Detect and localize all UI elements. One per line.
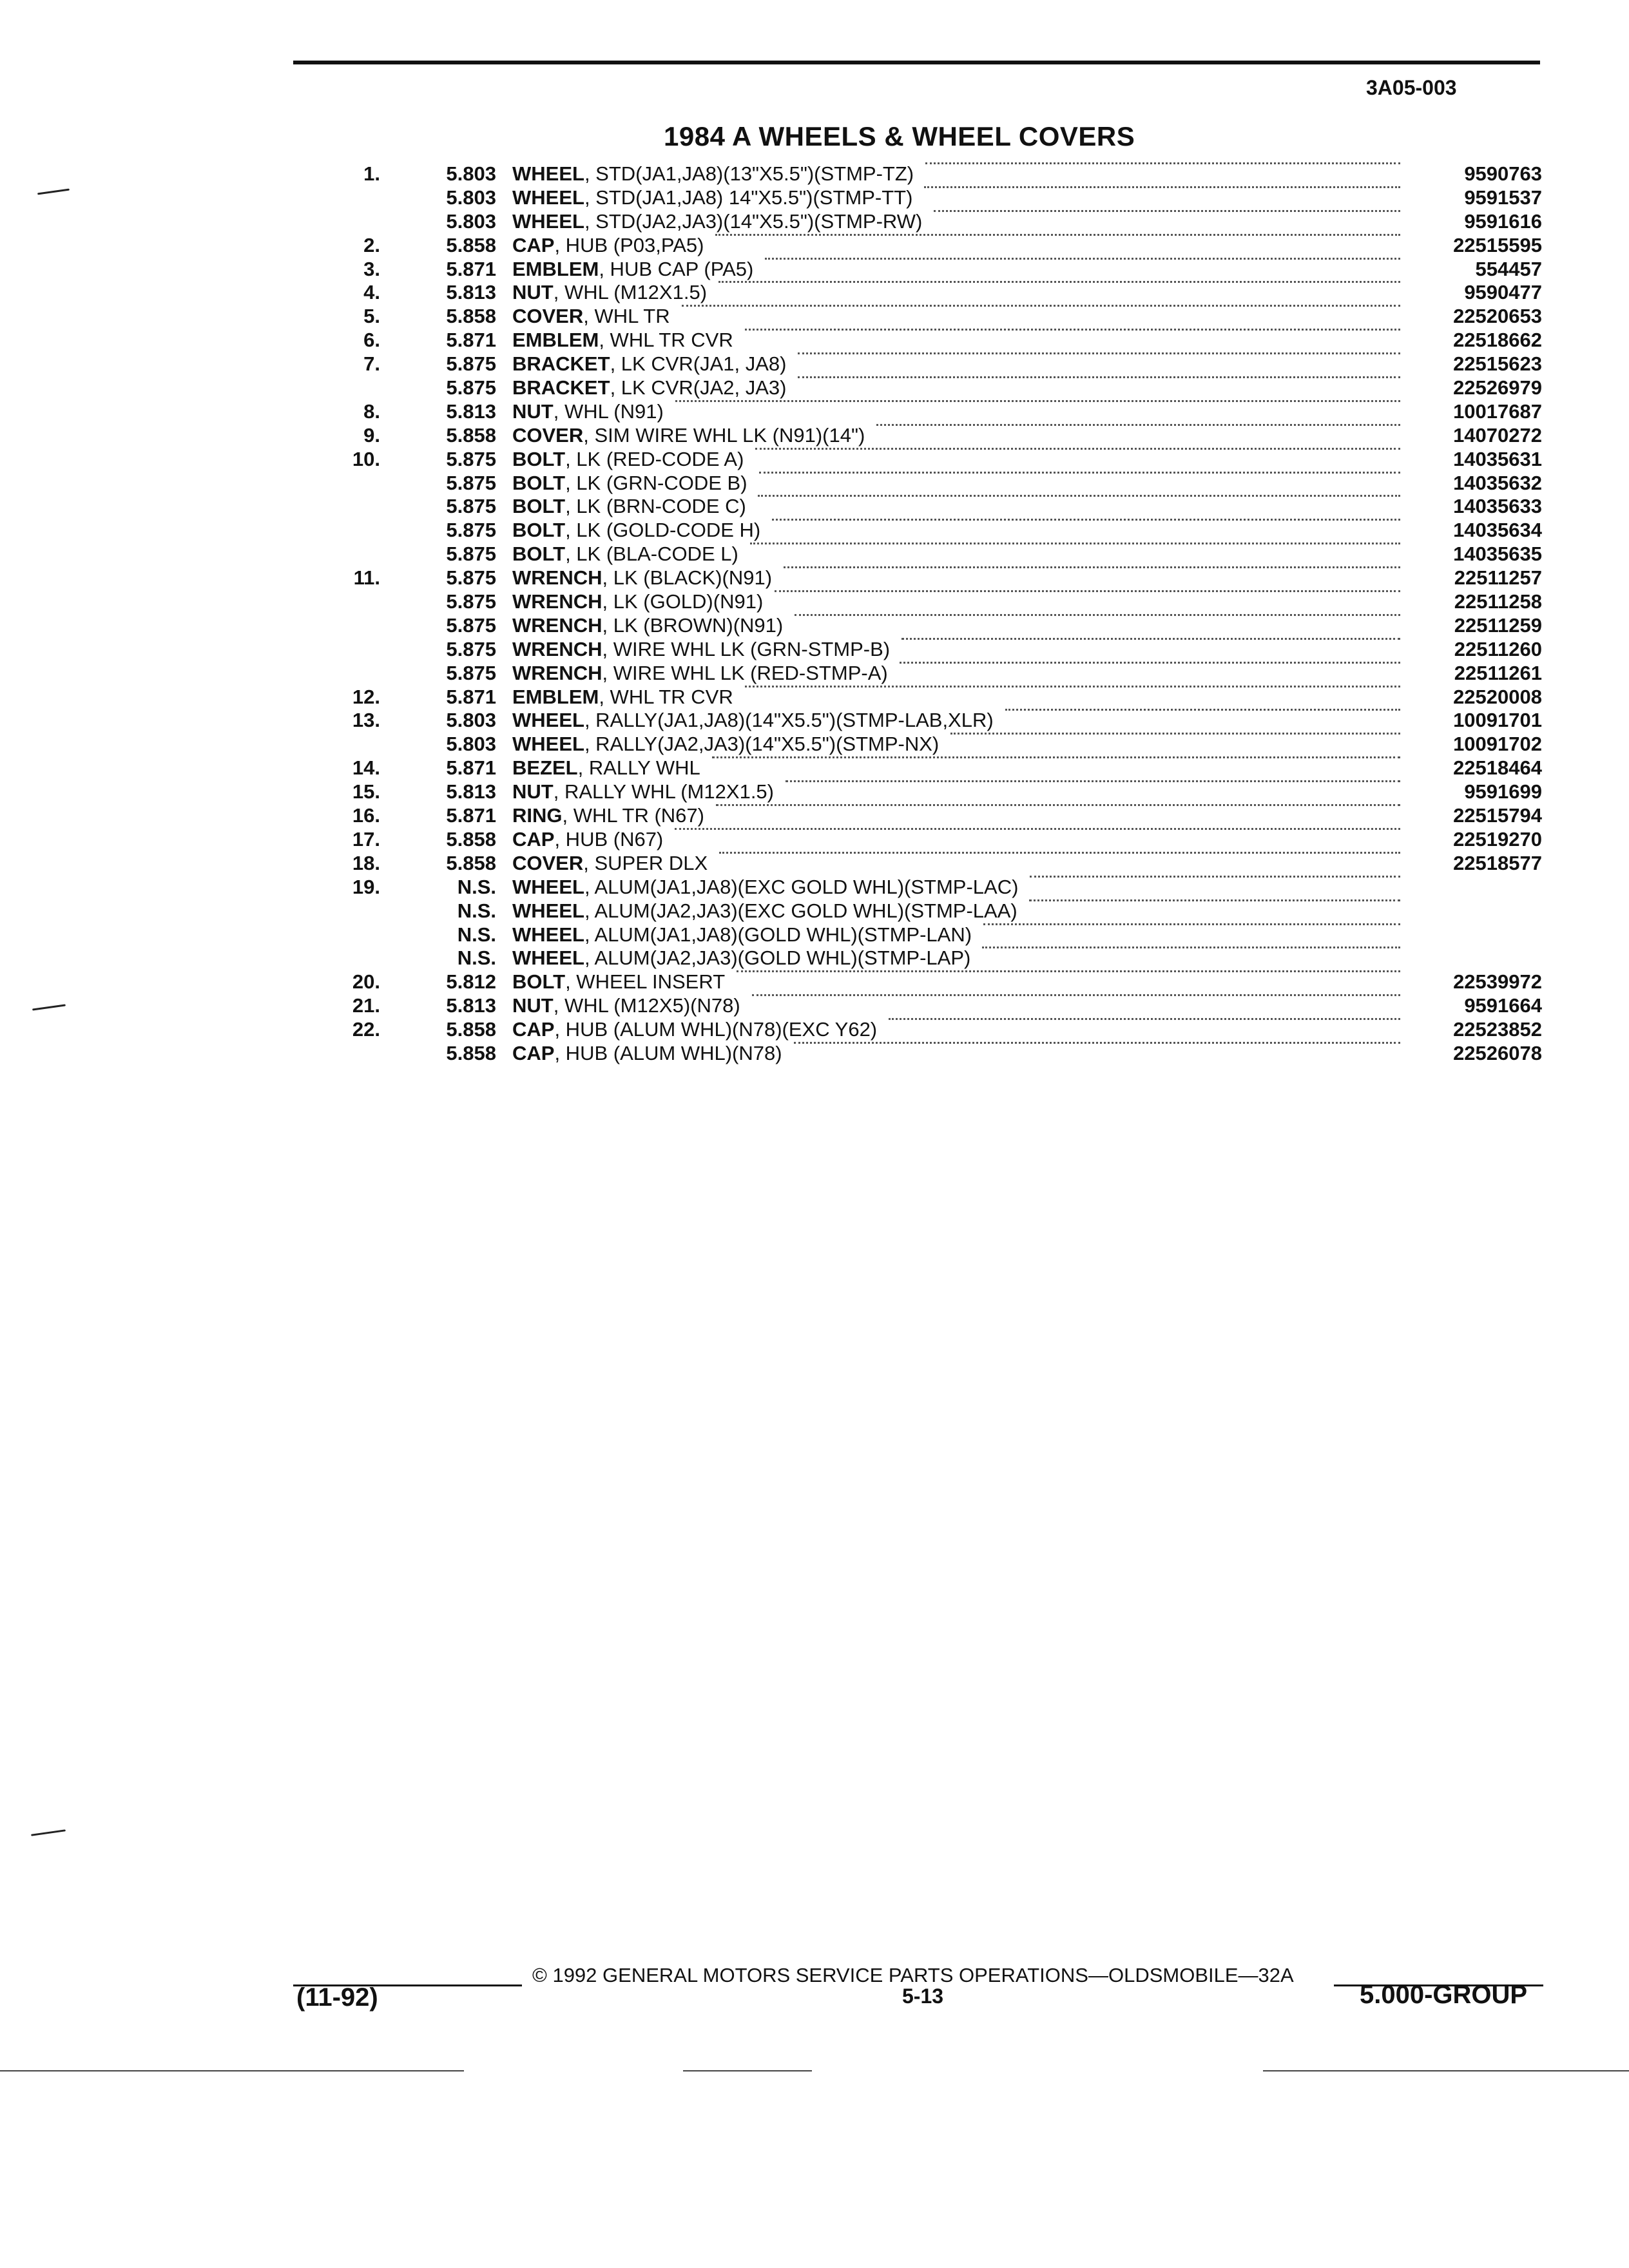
part-name: WRENCH bbox=[512, 566, 602, 590]
part-name: CAP bbox=[512, 827, 555, 850]
part-number: 22515623 bbox=[1453, 352, 1542, 376]
part-description bbox=[512, 234, 704, 258]
item-number: 16. bbox=[352, 804, 380, 827]
part-description bbox=[512, 352, 786, 376]
list-item bbox=[0, 210, 1629, 234]
footer-page-number: 5-13 bbox=[902, 1984, 944, 2008]
dot-leader bbox=[786, 780, 1400, 782]
group-number: 5.875 bbox=[446, 566, 496, 590]
dot-leader bbox=[719, 852, 1400, 854]
item-number: 20. bbox=[352, 970, 380, 994]
list-item bbox=[0, 162, 1629, 186]
part-detail: , WHL (N91) bbox=[553, 399, 664, 423]
dot-leader bbox=[934, 210, 1400, 212]
list-item bbox=[0, 376, 1629, 400]
group-number: 5.858 bbox=[446, 233, 496, 256]
list-item bbox=[0, 804, 1629, 828]
part-description bbox=[512, 495, 746, 519]
list-item bbox=[0, 923, 1629, 947]
part-number: 22515595 bbox=[1453, 233, 1542, 256]
part-name: WHEEL bbox=[512, 733, 584, 756]
dot-leader bbox=[925, 162, 1400, 164]
group-number: 5.875 bbox=[446, 376, 496, 399]
list-item bbox=[0, 970, 1629, 994]
item-number: 7. bbox=[363, 352, 380, 376]
part-name: EMBLEM bbox=[512, 685, 599, 708]
part-detail: , HUB CAP (PA5) bbox=[599, 257, 754, 280]
item-number: 4. bbox=[363, 281, 380, 304]
part-description bbox=[512, 709, 994, 733]
part-detail: , WHL (M12X1.5) bbox=[553, 281, 708, 304]
part-description bbox=[512, 994, 740, 1018]
part-description bbox=[512, 923, 972, 947]
part-name: EMBLEM bbox=[512, 329, 599, 352]
list-item bbox=[0, 756, 1629, 780]
footer-copyright: © 1992 GENERAL MOTORS SERVICE PARTS OPERATIONS—OLDSMOBILE—32A bbox=[532, 1964, 1294, 1986]
part-name: COVER bbox=[512, 305, 584, 328]
dot-leader bbox=[982, 947, 1400, 948]
part-name: WRENCH bbox=[512, 661, 602, 684]
list-item bbox=[0, 448, 1629, 472]
part-name: WHEEL bbox=[512, 899, 584, 922]
dot-leader bbox=[901, 638, 1400, 640]
group-number: 5.875 bbox=[446, 519, 496, 542]
part-name: COVER bbox=[512, 423, 584, 447]
margin-scan-mark bbox=[31, 1829, 66, 1836]
part-number: 9590763 bbox=[1464, 162, 1542, 185]
group-number: 5.803 bbox=[446, 733, 496, 756]
part-number: 22518577 bbox=[1453, 851, 1542, 874]
part-description bbox=[512, 756, 700, 780]
part-name: BRACKET bbox=[512, 376, 610, 399]
group-number: 5.875 bbox=[446, 352, 496, 376]
group-number: 5.813 bbox=[446, 994, 496, 1017]
dot-leader bbox=[759, 472, 1400, 474]
part-detail: , LK (RED-CODE A) bbox=[565, 447, 744, 470]
item-number: 22. bbox=[352, 1018, 380, 1041]
group-number: 5.871 bbox=[446, 329, 496, 352]
part-number: 22511261 bbox=[1454, 661, 1542, 684]
list-item bbox=[0, 329, 1629, 352]
part-number: 22520653 bbox=[1453, 305, 1542, 328]
dot-leader bbox=[1029, 899, 1400, 901]
list-item bbox=[0, 566, 1629, 590]
group-number: N.S. bbox=[457, 875, 496, 898]
part-detail: , LK (GOLD-CODE H) bbox=[565, 519, 761, 542]
group-number: 5.875 bbox=[446, 613, 496, 637]
part-description bbox=[512, 162, 914, 186]
part-name: WRENCH bbox=[512, 590, 602, 613]
dot-leader bbox=[716, 804, 1400, 806]
part-detail: , RALLY(JA2,JA3)(14"X5.5")(STMP-NX) bbox=[584, 733, 940, 756]
part-description bbox=[512, 662, 888, 686]
part-number: 22515794 bbox=[1453, 804, 1542, 827]
part-name: NUT bbox=[512, 281, 554, 304]
part-name: WHEEL bbox=[512, 875, 584, 898]
dot-leader bbox=[798, 376, 1400, 378]
dot-leader bbox=[950, 733, 1400, 735]
dot-leader bbox=[876, 424, 1400, 426]
list-item bbox=[0, 876, 1629, 899]
part-number: 9591537 bbox=[1464, 186, 1542, 209]
list-item bbox=[0, 1018, 1629, 1042]
part-name: WHEEL bbox=[512, 923, 584, 946]
item-number: 14. bbox=[352, 756, 380, 780]
dot-leader bbox=[682, 305, 1400, 307]
part-name: WHEEL bbox=[512, 947, 584, 970]
part-description bbox=[512, 210, 922, 234]
part-name: BOLT bbox=[512, 543, 566, 566]
part-description bbox=[512, 876, 1018, 899]
dot-leader bbox=[745, 329, 1400, 331]
part-number: 14035631 bbox=[1453, 447, 1542, 470]
dot-leader bbox=[1005, 709, 1400, 711]
list-item bbox=[0, 495, 1629, 519]
part-description bbox=[512, 400, 664, 424]
item-number: 2. bbox=[363, 233, 380, 256]
dot-leader bbox=[1030, 876, 1400, 878]
part-detail: , LK (GOLD)(N91) bbox=[602, 590, 764, 613]
part-number: 10017687 bbox=[1453, 399, 1542, 423]
part-description bbox=[512, 733, 939, 756]
group-number: 5.875 bbox=[446, 471, 496, 494]
part-description bbox=[512, 947, 970, 970]
part-detail: , HUB (P03,PA5) bbox=[554, 233, 704, 256]
part-number: 22511260 bbox=[1454, 637, 1542, 660]
part-description bbox=[512, 281, 707, 305]
part-number: 9590477 bbox=[1464, 281, 1542, 304]
part-name: WHEEL bbox=[512, 186, 584, 209]
item-number: 13. bbox=[352, 709, 380, 732]
list-item bbox=[0, 733, 1629, 756]
part-detail: , WHL TR bbox=[583, 305, 670, 328]
part-name: NUT bbox=[512, 780, 554, 803]
part-name: NUT bbox=[512, 399, 554, 423]
page-title: 1984 A WHEELS & WHEEL COVERS bbox=[664, 121, 1135, 151]
part-number: 14035633 bbox=[1453, 495, 1542, 518]
group-number: 5.871 bbox=[446, 257, 496, 280]
part-number: 22526979 bbox=[1453, 376, 1542, 399]
item-number: 6. bbox=[363, 329, 380, 352]
part-description bbox=[512, 590, 763, 614]
group-number: 5.813 bbox=[446, 780, 496, 803]
item-number: 9. bbox=[363, 423, 380, 447]
bottom-edge-rule bbox=[0, 2070, 464, 2071]
footer-date: (11-92) bbox=[296, 1983, 378, 2012]
part-detail: , LK (BRN-CODE C) bbox=[565, 495, 746, 518]
group-number: 5.803 bbox=[446, 709, 496, 732]
part-description bbox=[512, 376, 786, 400]
part-number: 14035634 bbox=[1453, 519, 1542, 542]
part-name: BOLT bbox=[512, 519, 566, 542]
item-number: 21. bbox=[352, 994, 380, 1017]
part-name: EMBLEM bbox=[512, 257, 599, 280]
part-name: CAP bbox=[512, 1018, 555, 1041]
list-item bbox=[0, 400, 1629, 424]
part-number: 22511258 bbox=[1454, 590, 1542, 613]
dot-leader bbox=[900, 662, 1400, 664]
list-item bbox=[0, 947, 1629, 970]
group-number: 5.803 bbox=[446, 162, 496, 185]
group-number: 5.813 bbox=[446, 281, 496, 304]
group-number: 5.875 bbox=[446, 447, 496, 470]
part-number: 22520008 bbox=[1453, 685, 1542, 708]
dot-leader bbox=[712, 756, 1400, 758]
part-detail: , ALUM(JA2,JA3)(GOLD WHL)(STMP-LAP) bbox=[584, 947, 971, 970]
list-item bbox=[0, 828, 1629, 852]
dot-leader bbox=[889, 1018, 1400, 1020]
part-description bbox=[512, 828, 663, 852]
part-detail: , STD(JA1,JA8)(13"X5.5")(STMP-TZ) bbox=[584, 162, 914, 185]
dot-leader bbox=[795, 614, 1400, 616]
part-description bbox=[512, 899, 1017, 923]
dot-leader bbox=[798, 352, 1400, 354]
part-detail: , LK (BROWN)(N91) bbox=[602, 613, 784, 637]
dot-leader bbox=[924, 186, 1400, 188]
part-detail: , RALLY WHL (M12X1.5) bbox=[553, 780, 774, 803]
part-detail: , RALLY WHL bbox=[577, 756, 700, 780]
dot-leader bbox=[750, 543, 1400, 544]
part-description bbox=[512, 970, 725, 994]
part-name: BRACKET bbox=[512, 352, 610, 376]
part-detail: , WHL TR CVR bbox=[599, 329, 733, 352]
part-description bbox=[512, 566, 772, 590]
group-number: 5.875 bbox=[446, 661, 496, 684]
footer-group: 5.000-GROUP bbox=[1360, 1981, 1528, 2009]
dot-leader bbox=[675, 828, 1400, 830]
part-name: CAP bbox=[512, 1041, 555, 1064]
part-name: BOLT bbox=[512, 447, 566, 470]
part-detail: , ALUM(JA1,JA8)(EXC GOLD WHL)(STMP-LAC) bbox=[584, 875, 1019, 898]
part-detail: , WHEEL INSERT bbox=[565, 970, 726, 994]
part-detail: , SIM WIRE WHL LK (N91)(14") bbox=[583, 423, 865, 447]
list-item bbox=[0, 686, 1629, 709]
bottom-edge-rule bbox=[1263, 2070, 1629, 2071]
part-description bbox=[512, 424, 865, 448]
list-item bbox=[0, 519, 1629, 543]
dot-leader bbox=[752, 994, 1400, 996]
group-number: 5.858 bbox=[446, 827, 496, 850]
group-number: 5.871 bbox=[446, 804, 496, 827]
part-detail: , ALUM(JA1,JA8)(GOLD WHL)(STMP-LAN) bbox=[584, 923, 972, 946]
dot-leader bbox=[775, 590, 1400, 592]
group-number: N.S. bbox=[457, 947, 496, 970]
part-detail: , WIRE WHL LK (GRN-STMP-B) bbox=[602, 637, 891, 660]
part-number: 22511257 bbox=[1454, 566, 1542, 590]
part-detail: , LK (BLACK)(N91) bbox=[602, 566, 773, 590]
item-number: 8. bbox=[363, 399, 380, 423]
part-number: 10091701 bbox=[1453, 709, 1542, 732]
dot-leader bbox=[983, 923, 1400, 925]
part-description bbox=[512, 686, 733, 709]
part-description bbox=[512, 852, 708, 876]
parts-list bbox=[0, 162, 1629, 1066]
part-name: BOLT bbox=[512, 495, 566, 518]
item-number: 11. bbox=[353, 566, 380, 590]
part-number: 9591664 bbox=[1464, 994, 1542, 1017]
item-number: 12. bbox=[352, 685, 380, 708]
list-item bbox=[0, 638, 1629, 662]
part-detail: , STD(JA1,JA8) 14"X5.5")(STMP-TT) bbox=[584, 186, 913, 209]
part-description bbox=[512, 1018, 877, 1042]
part-number: 9591616 bbox=[1464, 209, 1542, 233]
dot-leader bbox=[765, 258, 1400, 260]
list-item bbox=[0, 352, 1629, 376]
part-number: 14070272 bbox=[1453, 423, 1542, 447]
part-description bbox=[512, 804, 704, 828]
list-item bbox=[0, 662, 1629, 686]
part-name: WRENCH bbox=[512, 613, 602, 637]
list-item bbox=[0, 305, 1629, 329]
group-number: 5.813 bbox=[446, 399, 496, 423]
list-item bbox=[0, 614, 1629, 638]
part-description bbox=[512, 780, 774, 804]
list-item bbox=[0, 852, 1629, 876]
group-number: 5.858 bbox=[446, 1041, 496, 1064]
part-description bbox=[512, 614, 783, 638]
part-name: WHEEL bbox=[512, 209, 584, 233]
list-item bbox=[0, 590, 1629, 614]
part-detail: , WHL TR (N67) bbox=[562, 804, 704, 827]
group-number: N.S. bbox=[457, 923, 496, 946]
dot-leader bbox=[737, 970, 1400, 972]
dot-leader bbox=[718, 281, 1400, 283]
part-detail: , LK (GRN-CODE B) bbox=[565, 471, 747, 494]
part-number: 9591699 bbox=[1464, 780, 1542, 803]
dot-leader bbox=[794, 1042, 1400, 1044]
part-number: 22518464 bbox=[1453, 756, 1542, 780]
dot-leader bbox=[758, 495, 1400, 497]
part-detail: , HUB (N67) bbox=[554, 827, 664, 850]
group-number: 5.871 bbox=[446, 756, 496, 780]
part-detail: , WHL TR CVR bbox=[599, 685, 733, 708]
part-name: RING bbox=[512, 804, 563, 827]
part-detail: , STD(JA2,JA3)(14"X5.5")(STMP-RW) bbox=[584, 209, 923, 233]
part-description bbox=[512, 448, 744, 472]
group-number: 5.858 bbox=[446, 851, 496, 874]
group-number: 5.858 bbox=[446, 305, 496, 328]
dot-leader bbox=[755, 448, 1400, 450]
dot-leader bbox=[715, 234, 1400, 236]
part-description bbox=[512, 258, 753, 282]
list-item bbox=[0, 899, 1629, 923]
part-name: CAP bbox=[512, 233, 555, 256]
list-item bbox=[0, 186, 1629, 210]
item-number: 19. bbox=[352, 875, 380, 898]
item-number: 1. bbox=[363, 162, 380, 185]
group-number: 5.858 bbox=[446, 1018, 496, 1041]
dot-leader bbox=[745, 686, 1400, 687]
part-name: WRENCH bbox=[512, 637, 602, 660]
group-number: 5.875 bbox=[446, 637, 496, 660]
item-number: 17. bbox=[352, 827, 380, 850]
part-name: COVER bbox=[512, 851, 584, 874]
dot-leader bbox=[772, 519, 1400, 521]
group-number: 5.875 bbox=[446, 495, 496, 518]
part-detail: , WIRE WHL LK (RED-STMP-A) bbox=[602, 661, 888, 684]
part-detail: , HUB (ALUM WHL)(N78)(EXC Y62) bbox=[554, 1018, 878, 1041]
group-number: 5.871 bbox=[446, 685, 496, 708]
group-number: N.S. bbox=[457, 899, 496, 922]
dot-leader bbox=[784, 566, 1400, 568]
part-detail: , RALLY(JA1,JA8)(14"X5.5")(STMP-LAB,XLR) bbox=[584, 709, 994, 732]
part-number: 22518662 bbox=[1453, 329, 1542, 352]
part-name: WHEEL bbox=[512, 709, 584, 732]
part-detail: , ALUM(JA2,JA3)(EXC GOLD WHL)(STMP-LAA) bbox=[584, 899, 1017, 922]
list-item bbox=[0, 281, 1629, 305]
list-item bbox=[0, 543, 1629, 566]
part-description bbox=[512, 329, 733, 352]
part-number: 14035632 bbox=[1453, 471, 1542, 494]
part-name: BOLT bbox=[512, 471, 566, 494]
part-detail: , LK CVR(JA2, JA3) bbox=[610, 376, 787, 399]
item-number: 18. bbox=[352, 851, 380, 874]
group-number: 5.858 bbox=[446, 423, 496, 447]
part-detail: , SUPER DLX bbox=[583, 851, 708, 874]
group-number: 5.803 bbox=[446, 186, 496, 209]
part-description bbox=[512, 305, 670, 329]
part-number: 14035635 bbox=[1453, 543, 1542, 566]
list-item bbox=[0, 994, 1629, 1018]
list-item bbox=[0, 780, 1629, 804]
part-name: BOLT bbox=[512, 970, 566, 994]
list-item bbox=[0, 234, 1629, 258]
dot-leader bbox=[675, 400, 1400, 402]
part-name: NUT bbox=[512, 994, 554, 1017]
list-item bbox=[0, 472, 1629, 495]
part-number: 22519270 bbox=[1453, 827, 1542, 850]
group-number: 5.812 bbox=[446, 970, 496, 994]
part-description bbox=[512, 638, 890, 662]
part-number: 22523852 bbox=[1453, 1018, 1542, 1041]
page-code: 3A05-003 bbox=[1366, 76, 1457, 99]
part-description bbox=[512, 519, 760, 543]
list-item bbox=[0, 424, 1629, 448]
group-number: 5.803 bbox=[446, 209, 496, 233]
part-detail: , WHL (M12X5)(N78) bbox=[553, 994, 740, 1017]
part-number: 22539972 bbox=[1453, 970, 1542, 994]
item-number: 10. bbox=[352, 447, 380, 470]
part-number: 22511259 bbox=[1454, 613, 1542, 637]
part-description bbox=[512, 472, 747, 495]
group-number: 5.875 bbox=[446, 590, 496, 613]
part-description bbox=[512, 186, 912, 210]
part-detail: , LK (BLA-CODE L) bbox=[565, 543, 738, 566]
list-item bbox=[0, 1042, 1629, 1066]
part-number: 554457 bbox=[1475, 257, 1542, 280]
list-item bbox=[0, 709, 1629, 733]
part-name: WHEEL bbox=[512, 162, 584, 185]
item-number: 5. bbox=[363, 305, 380, 328]
item-number: 15. bbox=[352, 780, 380, 803]
part-detail: , HUB (ALUM WHL)(N78) bbox=[554, 1041, 782, 1064]
list-item bbox=[0, 258, 1629, 282]
group-number: 5.875 bbox=[446, 543, 496, 566]
part-number: 22526078 bbox=[1453, 1041, 1542, 1064]
part-description bbox=[512, 543, 738, 566]
top-rule bbox=[293, 61, 1540, 64]
bottom-edge-rule bbox=[683, 2070, 812, 2071]
part-detail: , LK CVR(JA1, JA8) bbox=[610, 352, 787, 376]
part-name: BEZEL bbox=[512, 756, 578, 780]
part-description bbox=[512, 1042, 782, 1066]
item-number: 3. bbox=[363, 257, 380, 280]
part-number: 10091702 bbox=[1453, 733, 1542, 756]
